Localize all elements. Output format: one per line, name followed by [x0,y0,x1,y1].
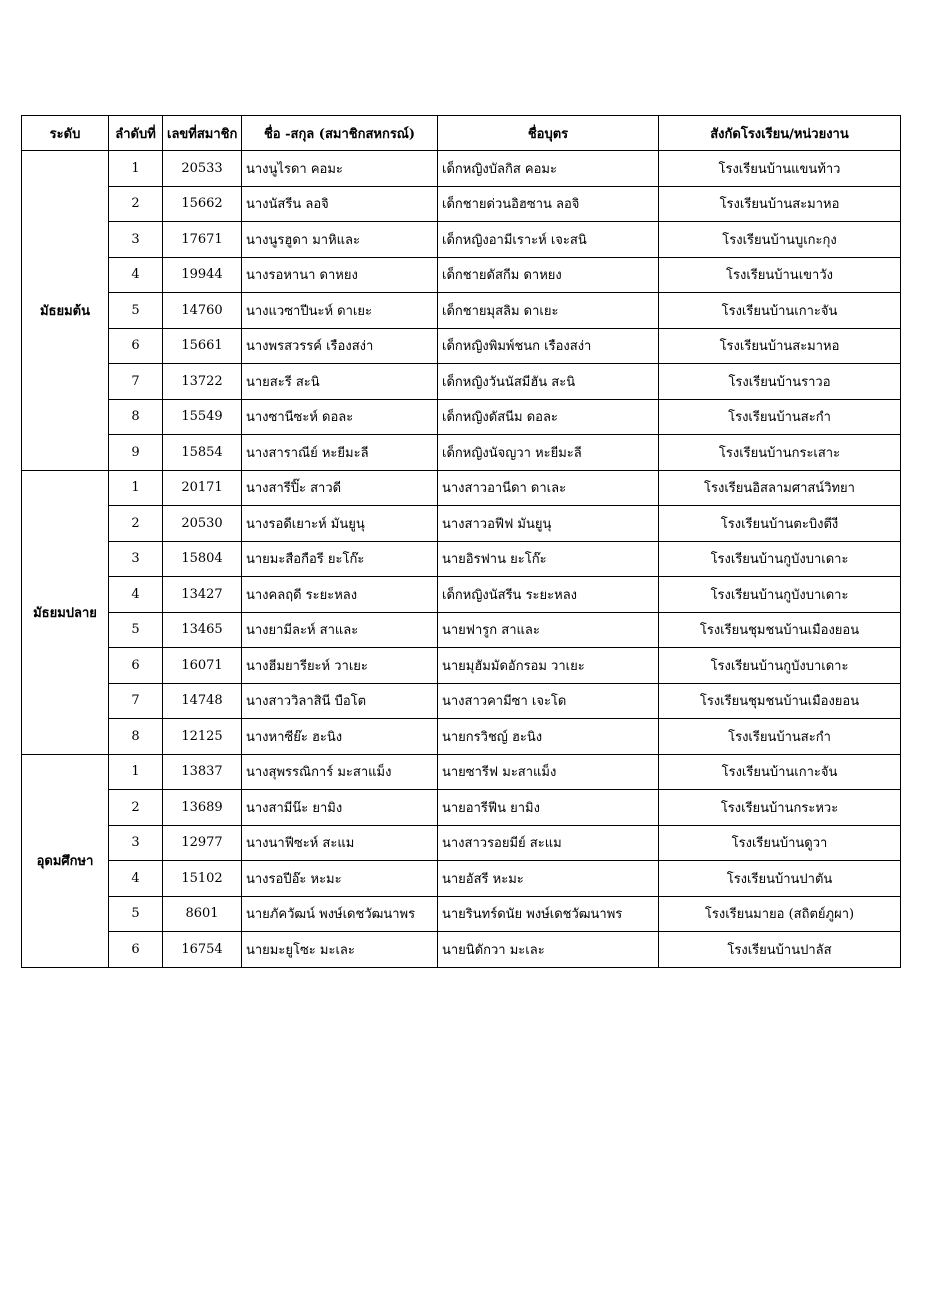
member-name-cell: นางสารีปิ๊ะ สาวดี [242,470,438,506]
school-cell: โรงเรียนบ้านปาลัส [659,932,901,968]
school-cell: โรงเรียนบ้านแขนท้าว [659,151,901,187]
child-name-cell: นางสาวคามีซา เจะโด [438,683,659,719]
member-id-cell: 15662 [163,186,242,222]
level-cell: มัธยมต้น [22,151,109,471]
school-cell: โรงเรียนบ้านเขาวัง [659,257,901,293]
school-cell: โรงเรียนบ้านกูบังบาเดาะ [659,648,901,684]
child-name-cell: เด็กหญิงวันนัสมีฮัน สะนิ [438,364,659,400]
member-name-cell: นางสาววิลาสินี บือโต [242,683,438,719]
school-cell: โรงเรียนบ้านเกาะจัน [659,293,901,329]
school-cell: โรงเรียนบ้านสะมาหอ [659,186,901,222]
member-id-cell: 13837 [163,754,242,790]
member-id-cell: 13689 [163,790,242,826]
member-name-cell: นางรอดีเยาะห์ มันยูนุ [242,506,438,542]
child-name-cell: นายฟารูก สาและ [438,612,659,648]
member-name-cell: นางนาฟีซะห์ สะแม [242,825,438,861]
order-cell: 6 [109,648,163,684]
order-cell: 4 [109,861,163,897]
table-row [22,399,901,435]
child-name-cell: นายอัสรี หะมะ [438,861,659,897]
table-row [22,470,901,506]
table-row [22,328,901,364]
order-cell: 9 [109,435,163,471]
school-cell: โรงเรียนชุมชนบ้านเมืองยอน [659,612,901,648]
order-cell: 5 [109,293,163,329]
child-name-cell: เด็กหญิงดัสนีม ดอละ [438,399,659,435]
member-id-cell: 15854 [163,435,242,471]
member-id-cell: 8601 [163,896,242,932]
member-name-cell: นางซานีซะห์ ดอละ [242,399,438,435]
order-cell: 3 [109,541,163,577]
school-cell: โรงเรียนบ้านสะกำ [659,719,901,755]
order-cell: 7 [109,364,163,400]
member-id-cell: 17671 [163,222,242,258]
member-name-cell: นายภัควัฒน์ พงษ์เดชวัฒนาพร [242,896,438,932]
school-cell: โรงเรียนบ้านเกาะจัน [659,754,901,790]
table-row [22,896,901,932]
table-header-row [22,116,901,151]
member-name-cell: นางยามีละห์ สาและ [242,612,438,648]
school-cell: โรงเรียนบ้านบูเกะกุง [659,222,901,258]
member-id-cell: 16071 [163,648,242,684]
child-name-cell: เด็กชายมุสลิม ดาเยะ [438,293,659,329]
header-child-name: ชื่อบุตร [438,116,659,151]
member-name-cell: นางรอปีอ๊ะ หะมะ [242,861,438,897]
order-cell: 4 [109,577,163,613]
member-id-cell: 15549 [163,399,242,435]
order-cell: 4 [109,257,163,293]
table-row [22,825,901,861]
child-name-cell: นายซารีฟ มะสาแม็ง [438,754,659,790]
table-row [22,435,901,471]
school-cell: โรงเรียนบ้านตะบิงตีงี [659,506,901,542]
member-id-cell: 16754 [163,932,242,968]
child-name-cell: นายมุฮัมมัดอักรอม วาเยะ [438,648,659,684]
order-cell: 2 [109,790,163,826]
member-id-cell: 15102 [163,861,242,897]
member-id-cell: 20171 [163,470,242,506]
table-row [22,612,901,648]
child-name-cell: นางสาวอฟีฟ มันยูนุ [438,506,659,542]
member-id-cell: 13722 [163,364,242,400]
child-name-cell: นายนิดักวา มะเละ [438,932,659,968]
child-name-cell: เด็กหญิงนัจญวา หะยีมะลี [438,435,659,471]
school-cell: โรงเรียนบ้านกระเสาะ [659,435,901,471]
school-cell: โรงเรียนบ้านสะกำ [659,399,901,435]
child-name-cell: เด็กชายดัสกีม ดาหยง [438,257,659,293]
table-row [22,186,901,222]
member-name-cell: นายมะยูโซะ มะเละ [242,932,438,968]
order-cell: 1 [109,754,163,790]
child-name-cell: เด็กชายด่วนอิฮซาน ลอจิ [438,186,659,222]
table-row [22,151,901,187]
child-name-cell: เด็กหญิงอามีเราะห์ เจะสนิ [438,222,659,258]
school-cell: โรงเรียนบ้านกูบังบาเดาะ [659,541,901,577]
school-cell: โรงเรียนชุมชนบ้านเมืองยอน [659,683,901,719]
school-cell: โรงเรียนบ้านดูวา [659,825,901,861]
header-level: ระดับ [22,116,109,151]
header-school: สังกัดโรงเรียน/หน่วยงาน [659,116,901,151]
school-cell: โรงเรียนมายอ (สถิตย์ภูผา) [659,896,901,932]
table-row [22,683,901,719]
member-id-cell: 12125 [163,719,242,755]
child-name-cell: นายรินทร์ดนัย พงษ์เดชวัฒนาพร [438,896,659,932]
member-name-cell: นางนัสรีน ลอจิ [242,186,438,222]
level-cell: อุดมศึกษา [22,754,109,967]
child-name-cell: เด็กหญิงพิมพ์ชนก เรืองสง่า [438,328,659,364]
header-member-name: ชื่อ -สกุล (สมาชิกสหกรณ์) [242,116,438,151]
table-row [22,293,901,329]
child-name-cell: นางสาวรอยมีย์ สะแม [438,825,659,861]
member-name-cell: นางนูรฮูดา มาหิและ [242,222,438,258]
header-order: ลำดับที่ [109,116,163,151]
member-id-cell: 13465 [163,612,242,648]
member-id-cell: 20530 [163,506,242,542]
table-row [22,719,901,755]
order-cell: 2 [109,506,163,542]
member-name-cell: นางนูไรดา คอมะ [242,151,438,187]
order-cell: 7 [109,683,163,719]
table-row [22,932,901,968]
member-id-cell: 14760 [163,293,242,329]
order-cell: 1 [109,151,163,187]
member-name-cell: นายมะสือกือรี ยะโก๊ะ [242,541,438,577]
order-cell: 6 [109,328,163,364]
order-cell: 3 [109,222,163,258]
member-id-cell: 12977 [163,825,242,861]
member-id-cell: 13427 [163,577,242,613]
child-name-cell: นางสาวอานีดา ดาเละ [438,470,659,506]
child-name-cell: นายอารีฟีน ยามิง [438,790,659,826]
school-cell: โรงเรียนบ้านกูบังบาเดาะ [659,577,901,613]
school-cell: โรงเรียนบ้านราวอ [659,364,901,400]
order-cell: 6 [109,932,163,968]
member-id-cell: 14748 [163,683,242,719]
scholarship-table [21,115,901,968]
school-cell: โรงเรียนอิสลามศาสน์วิทยา [659,470,901,506]
table-body [22,151,901,968]
level-cell: มัธยมปลาย [22,470,109,754]
order-cell: 1 [109,470,163,506]
table-row [22,257,901,293]
school-cell: โรงเรียนบ้านปาตัน [659,861,901,897]
order-cell: 5 [109,896,163,932]
member-name-cell: นางคลฤดี ระยะหลง [242,577,438,613]
member-id-cell: 20533 [163,151,242,187]
order-cell: 3 [109,825,163,861]
table-row [22,861,901,897]
table-row [22,577,901,613]
table-row [22,541,901,577]
member-id-cell: 15804 [163,541,242,577]
table-row [22,754,901,790]
school-cell: โรงเรียนบ้านสะมาหอ [659,328,901,364]
member-name-cell: นางรอหานา ดาหยง [242,257,438,293]
table-row [22,790,901,826]
child-name-cell: เด็กหญิงบัลกิส คอมะ [438,151,659,187]
order-cell: 8 [109,399,163,435]
order-cell: 8 [109,719,163,755]
member-name-cell: นางแวซาปีนะห์ ดาเยะ [242,293,438,329]
header-member-id: เลขที่สมาชิก [163,116,242,151]
child-name-cell: นายกรวิชญ์ ฮะนิง [438,719,659,755]
child-name-cell: นายอิรฟาน ยะโก๊ะ [438,541,659,577]
member-name-cell: นางสามีน๊ะ ยามิง [242,790,438,826]
order-cell: 5 [109,612,163,648]
order-cell: 2 [109,186,163,222]
member-name-cell: นายสะรี สะนิ [242,364,438,400]
member-id-cell: 19944 [163,257,242,293]
member-name-cell: นางสุพรรณิการ์ มะสาแม็ง [242,754,438,790]
member-name-cell: นางสาราณีย์ หะยีมะลี [242,435,438,471]
table-row [22,222,901,258]
school-cell: โรงเรียนบ้านกระหวะ [659,790,901,826]
table-row [22,506,901,542]
table-row [22,364,901,400]
member-name-cell: นางพรสวรรค์ เรืองสง่า [242,328,438,364]
table-row [22,648,901,684]
member-name-cell: นางฮีมยารียะห์ วาเยะ [242,648,438,684]
member-id-cell: 15661 [163,328,242,364]
member-name-cell: นางหาซีย๊ะ ฮะนิง [242,719,438,755]
child-name-cell: เด็กหญิงนัสรีน ระยะหลง [438,577,659,613]
